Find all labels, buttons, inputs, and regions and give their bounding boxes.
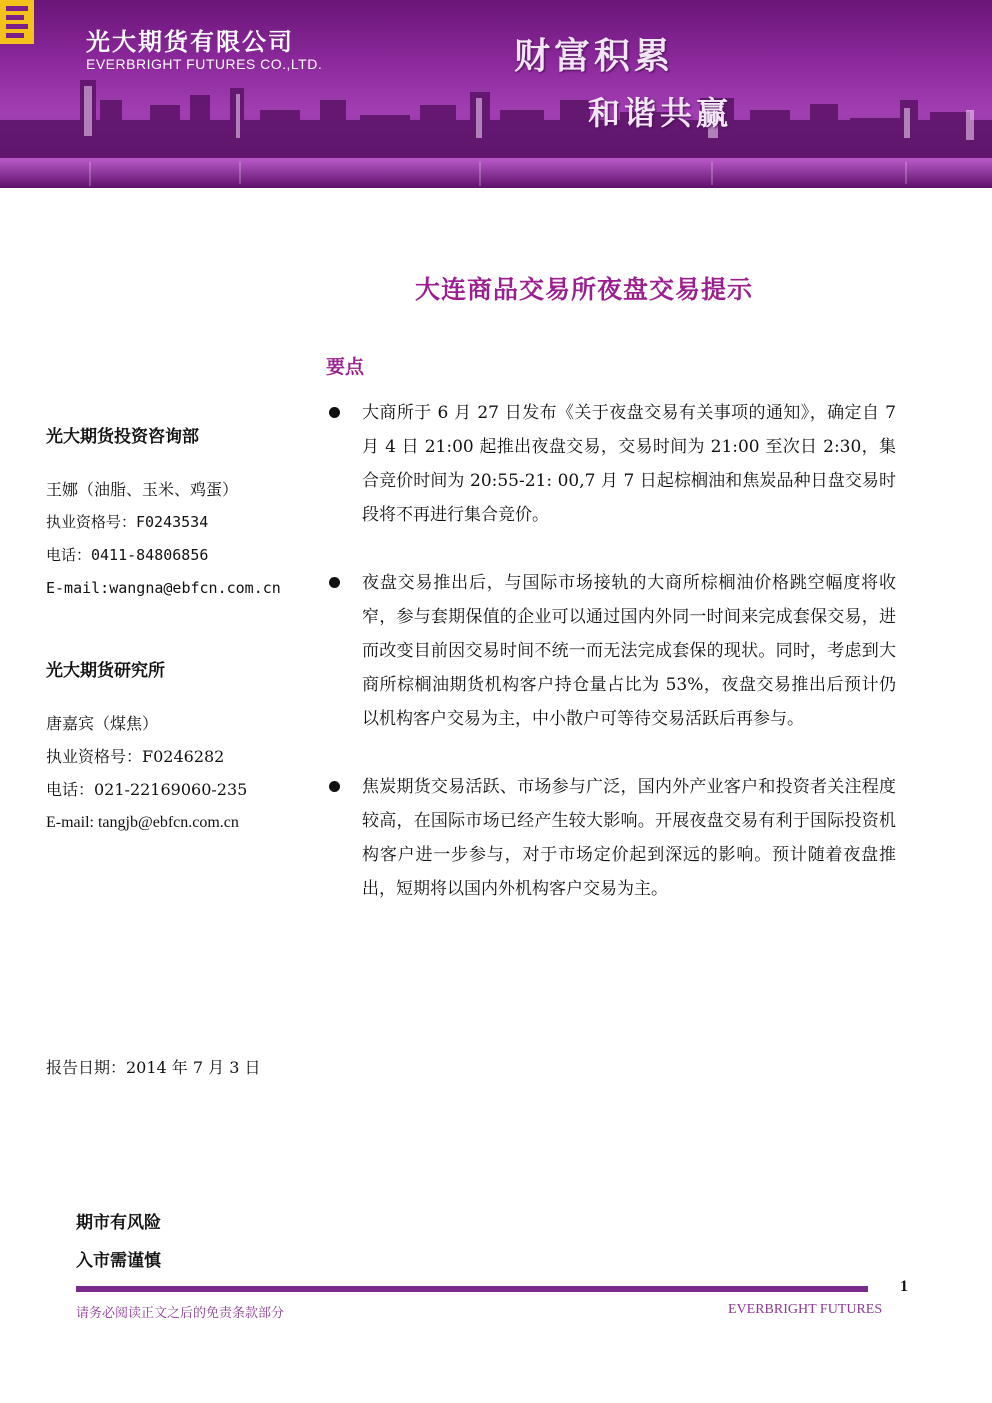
analyst-license: 执业资格号：F0243534 [46, 513, 209, 531]
disclaimer-note: 请务必阅读正文之后的免责条款部分 [76, 1306, 285, 1321]
key-point-text: 夜盘交易推出后，与国际市场接轨的大商所棕榈油价格跳空幅度将收窄，参与套期保值的企业可以通过国内外同一时间来完成套保交易，进而改变目前因交易时间不统一而无法完成套保的现状。同时，考虑到大商所棕榈油期货机构客户持仓量占比为 53%，夜盘交易推出后预计仍以机构客户交易为主，中小散户可等待交易活跃后再参与。 [362, 573, 896, 729]
analyst-phone: 电话：0411-84806856 [46, 546, 209, 564]
page-number: 1 [900, 1278, 908, 1295]
key-points-list [326, 396, 896, 940]
slogan-line-2: 和谐共赢 [588, 94, 733, 132]
footer-brand: EVERBRIGHT FUTURES [728, 1302, 883, 1317]
analyst-block-research [46, 656, 316, 839]
report-title: 大连商品交易所夜盘交易提示 [415, 275, 754, 304]
risk-warning-line-1: 期市有风险 [76, 1213, 161, 1233]
header-banner [0, 0, 992, 188]
report-date: 报告日期：2014 年 7 月 3 日 [46, 1058, 261, 1077]
key-point-item [326, 770, 896, 906]
company-logo-icon [0, 0, 34, 44]
company-name-en: EVERBRIGHT FUTURES CO.,LTD. [86, 56, 323, 72]
bullet-dot-icon [329, 407, 340, 418]
bullet-dot-icon [329, 577, 340, 588]
key-point-item [326, 566, 896, 736]
key-point-item [326, 396, 896, 532]
analyst-email: E-mail:wangna@ebfcn.com.cn [46, 579, 281, 597]
analyst-license: 执业资格号：F0246282 [46, 747, 225, 766]
department-heading: 光大期货研究所 [46, 661, 165, 681]
risk-warning-line-2: 入市需谨慎 [76, 1251, 161, 1271]
analyst-phone: 电话：021-22169060-235 [46, 780, 248, 799]
company-name-cn: 光大期货有限公司 [86, 28, 294, 56]
key-points-heading: 要点 [326, 356, 365, 378]
department-heading: 光大期货投资咨询部 [46, 427, 199, 447]
analyst-name: 王娜（油脂、玉米、鸡蛋） [46, 480, 239, 499]
footer-divider [76, 1286, 868, 1292]
key-point-text: 大商所于 6 月 27 日发布《关于夜盘交易有关事项的通知》，确定自 7 月 4 日 21:00 起推出夜盘交易，交易时间为 21:00 至次日 2:30，集合竞价时间为 20:55-21: 00,7 月 7 日起棕榈油和焦炭品种日盘交易时段将不再进行集合竞价。 [362, 403, 896, 525]
analyst-block-consulting [46, 422, 316, 605]
key-point-text: 焦炭期货交易活跃、市场参与广泛，国内外产业客户和投资者关注程度较高，在国际市场已经产生较大影响。开展夜盘交易有利于国际投资机构客户进一步参与，对于市场定价起到深远的影响。预计随着夜盘推出，短期将以国内外机构客户交易为主。 [362, 777, 896, 899]
bullet-dot-icon [329, 781, 340, 792]
analyst-email: E-mail: tangjb@ebfcn.com.cn [46, 814, 239, 831]
slogan-line-1: 财富积累 [514, 36, 675, 77]
analyst-name: 唐嘉宾（煤焦） [46, 714, 159, 733]
